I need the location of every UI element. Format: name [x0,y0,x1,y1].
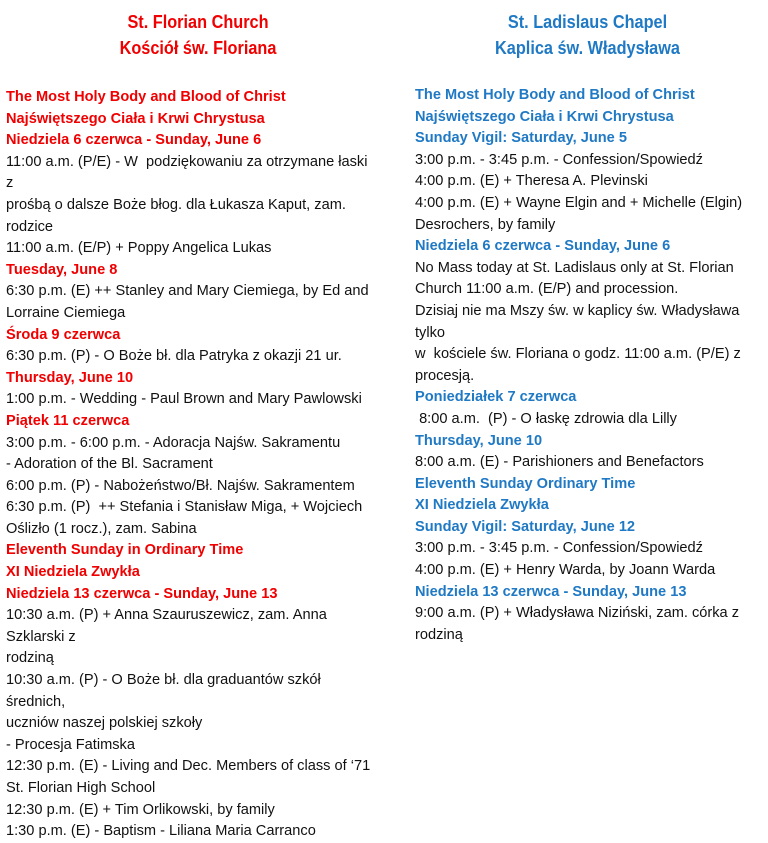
schedule-entry: Church 11:00 a.m. (E/P) and procession. [415,281,679,298]
schedule-heading: Sunday Vigil: Saturday, June 5 [415,130,627,147]
schedule-entry: Desrochers, by family [415,216,556,233]
schedule-heading: XI Niedziela Zwykła [6,564,140,581]
st-ladislaus-header [415,9,760,61]
schedule-entry: 6:30 p.m. (P) - O Boże bł. dla Patryka z okazji 21 ur. [6,348,342,365]
schedule-entry: No Mass today at St. Ladislaus only at St. Florian [415,259,734,276]
schedule-entry: 1:00 p.m. - Wedding - Paul Brown and Mary Pawlowski [6,391,362,408]
schedule-entry: w kościele św. Floriana o godz. 11:00 a.m. (P/E) z [415,346,741,363]
schedule-entry: procesją. [415,367,475,384]
schedule-entry: Oślizło (1 rocz.), zam. Sabina [6,520,197,537]
schedule-entry: prośbą o dalsze Boże błog. dla Łukasza Kaput, zam. rodzice [6,196,350,235]
schedule-entry: 4:00 p.m. (E) + Theresa A. Plevinski [415,173,648,190]
schedule-entry: 3:00 p.m. - 3:45 p.m. - Confession/Spowiedź [415,151,703,168]
schedule-entry: 11:00 a.m. (E/P) + Poppy Angelica Lukas [6,240,272,257]
schedule-heading: Piątek 11 czerwca [6,412,130,429]
schedule-entry: 10:30 a.m. (P) + Anna Szauruszewicz, zam. Anna Szklarski z [6,607,331,645]
schedule-entry: 3:00 p.m. - 3:45 p.m. - Confession/Spowiedź [415,540,703,557]
schedule-heading: XI Niedziela Zwykła [415,497,549,514]
schedule-entry: 8:00 a.m. (P) - O łaskę zdrowia dla Lilly [415,410,677,427]
schedule-heading: Poniedziałek 7 czerwca [415,389,577,406]
schedule-heading: The Most Holy Body and Blood of Christ [6,89,286,105]
st-florian-title-pl: Kościół św. Floriana [119,37,277,58]
schedule-heading: Najświętszego Ciała i Krwi Chrystusa [6,110,265,127]
schedule-heading: Eleventh Sunday Ordinary Time [415,475,636,492]
schedule-entry: rodziną [415,626,463,643]
schedule-entry: 1:30 p.m. (E) - Baptism - Liliana Maria Carranco [6,823,316,840]
st-florian-title-en: St. Florian Church [127,11,269,32]
schedule-entry: 12:30 p.m. (E) - Living and Dec. Members of class of ‘71 [6,758,371,775]
st-florian-column [6,0,390,843]
schedule-entry: Dzisiaj nie ma Mszy św. w kaplicy św. Władysława tylko [415,302,744,341]
schedule-heading: Niedziela 6 czerwca - Sunday, June 6 [415,238,671,255]
schedule-entry: 11:00 a.m. (P/E) - W podziękowaniu za otrzymane łaski z [6,153,372,192]
schedule-entry: - Procesja Fatimska [6,736,135,753]
schedule-entry: 4:00 p.m. (E) + Henry Warda, by Joann Warda [415,562,716,579]
schedule-heading: Niedziela 6 czerwca - Sunday, June 6 [6,132,262,149]
schedule-heading: Eleventh Sunday in Ordinary Time [6,542,244,559]
schedule-entry: Lorraine Ciemiega [6,304,126,321]
schedule-heading: Thursday, June 10 [6,369,134,386]
schedule-heading: Thursday, June 10 [415,432,543,449]
st-florian-schedule [6,87,390,843]
schedule-heading: Najświętszego Ciała i Krwi Chrystusa [415,108,674,125]
schedule-entry: 12:30 p.m. (E) + Tim Orlikowski, by family [6,801,275,818]
schedule-heading: Tuesday, June 8 [6,261,118,278]
schedule-heading: Niedziela 13 czerwca - Sunday, June 13 [415,583,687,600]
schedule-entry: 4:00 p.m. (E) + Wayne Elgin and + Michelle (Elgin) [415,194,743,211]
schedule-heading: Sunday Vigil: Saturday, June 12 [415,518,636,535]
schedule-entry: 8:00 a.m. (E) - Parishioners and Benefactors [415,454,704,471]
schedule-entry: uczniów naszej polskiej szkoły [6,715,203,732]
schedule-entry: 6:30 p.m. (P) ++ Stefania i Stanisław Miga, + Wojciech [6,499,363,516]
schedule-entry: 9:00 a.m. (P) + Władysława Niziński, zam. córka z [415,605,739,622]
schedule-heading: Niedziela 13 czerwca - Sunday, June 13 [6,585,278,602]
st-ladislaus-schedule [415,85,760,646]
st-ladislaus-column [415,0,760,646]
schedule-heading: Środa 9 czerwca [6,326,121,343]
schedule-entry: rodziną [6,650,54,667]
schedule-entry: 6:00 p.m. (P) - Nabożeństwo/Bł. Najśw. Sakramentem [6,477,355,494]
st-ladislaus-title-pl: Kaplica św. Władysława [495,37,680,58]
schedule-entry: - Adoration of the Bl. Sacrament [6,456,213,473]
schedule-entry: 10:30 a.m. (P) - O Boże bł. dla graduantów szkół średnich, [6,672,325,710]
schedule-heading: The Most Holy Body and Blood of Christ [415,87,695,103]
st-ladislaus-title-en: St. Ladislaus Chapel [507,11,668,32]
st-florian-header [6,9,390,61]
schedule-entry: St. Florian High School [6,780,156,796]
schedule-entry: 6:30 p.m. (E) ++ Stanley and Mary Ciemiega, by Ed and [6,283,369,300]
schedule-entry: 3:00 p.m. - 6:00 p.m. - Adoracja Najśw. Sakramentu [6,434,341,451]
